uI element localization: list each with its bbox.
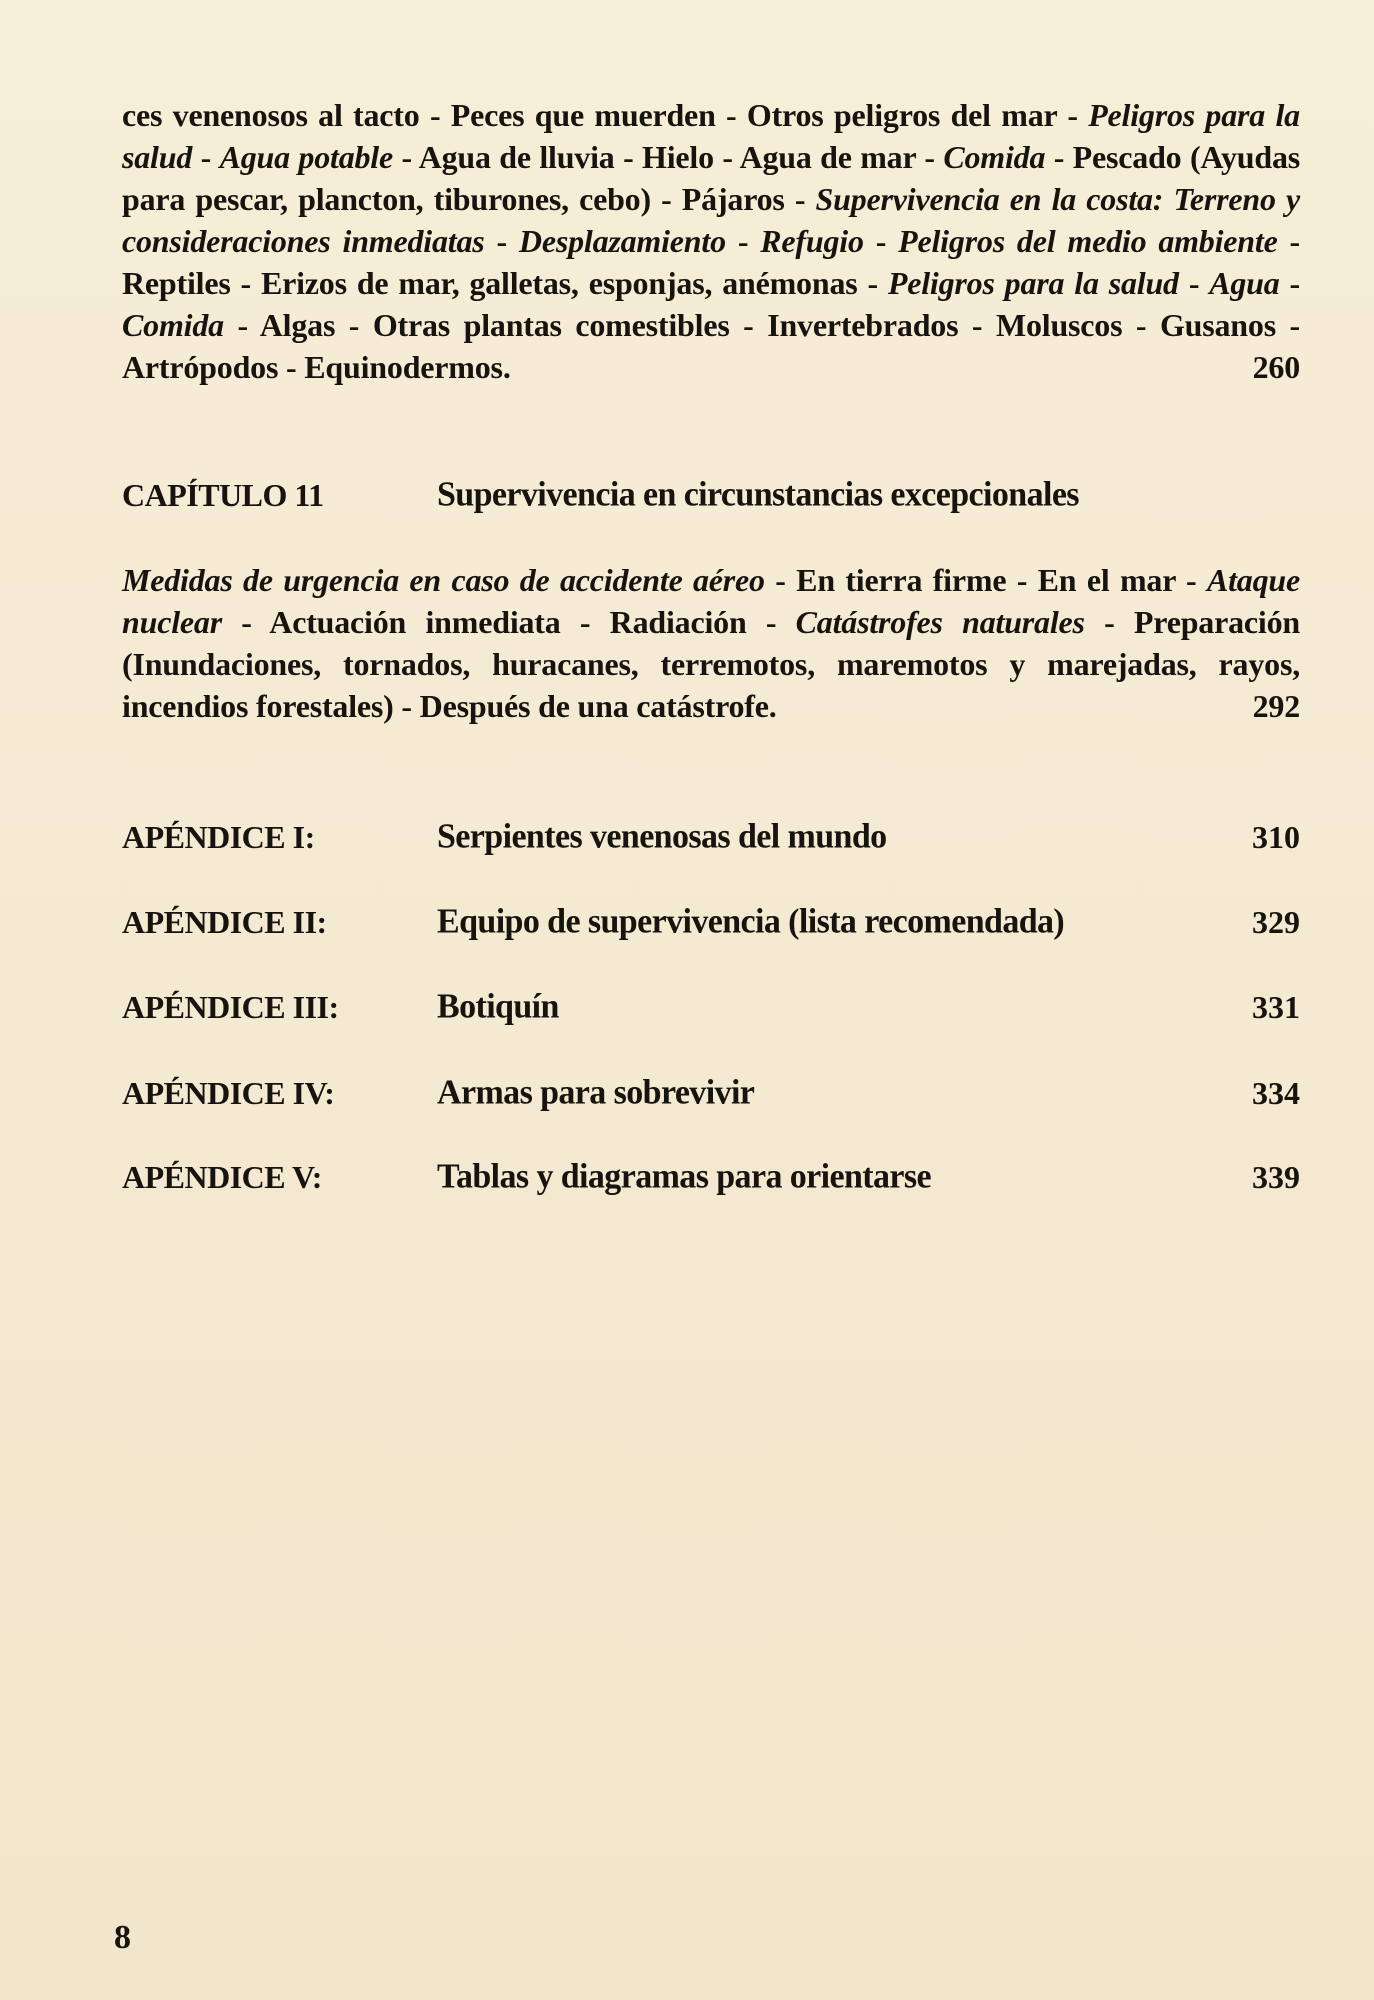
cap10-tail-page: 260 <box>1252 349 1300 385</box>
italic-run: Agua <box>1209 265 1280 301</box>
appendix-5-page: 339 <box>1252 1159 1300 1195</box>
appendix-2-page: 329 <box>1252 904 1300 940</box>
text-run: ces venenosos al tacto - Peces que muerden - Otros peligros del mar - <box>122 97 1089 133</box>
italic-run: Peligros del medio ambiente <box>898 223 1278 259</box>
chapter-11-label: CAPÍTULO 11 <box>122 477 324 513</box>
page-number: 8 <box>114 1919 131 1956</box>
appendix-4-label: APÉNDICE IV: <box>122 1075 335 1111</box>
appendix-1-label: APÉNDICE I: <box>122 819 315 855</box>
appendix-1-title: Serpientes venenosas del mundo <box>437 817 887 856</box>
appendix-1-page: 310 <box>1252 819 1300 855</box>
italic-run: Peligros para la salud <box>122 97 1300 175</box>
text-run: - Algas - Otras plantas comestibles - Invertebrados - Moluscos - Gusanos - Artrópodos - Equinodermos. <box>122 307 1300 385</box>
appendix-4-page: 334 <box>1252 1075 1300 1111</box>
appendix-5 <box>122 1155 1300 1199</box>
text-run: - Reptiles - Erizos de mar, galletas, esponjas, anémonas - <box>122 223 1301 301</box>
chapter-11-text <box>122 562 1300 724</box>
italic-run: Comida <box>943 139 1046 175</box>
italic-run: Agua potable <box>219 139 393 175</box>
appendix-5-title: Tablas y diagramas para orientarse <box>437 1157 932 1196</box>
cap10-tail-entry <box>122 94 1300 388</box>
text-run: - <box>1279 265 1300 301</box>
text-run: - Actuación inmediata - Radiación - <box>221 604 796 640</box>
appendix-3-title: Botiquín <box>437 987 559 1026</box>
appendix-3-page: 331 <box>1252 989 1300 1025</box>
italic-run: Desplazamiento <box>518 223 726 259</box>
appendix-3 <box>122 985 1300 1029</box>
italic-run: Peligros para la salud <box>887 265 1179 301</box>
italic-run: Catástrofes naturales <box>795 604 1085 640</box>
appendix-2-label: APÉNDICE II: <box>122 904 327 940</box>
text-run: - <box>192 139 220 175</box>
chapter-11-summary <box>122 559 1300 727</box>
appendix-2-title: Equipo de supervivencia (lista recomendada) <box>437 902 1065 941</box>
text-run: - Preparación (Inundaciones, tornados, huracanes, terremotos, maremotos y marejadas, rayos, incendios forestales) - Después de una catástrofe. <box>122 604 1300 724</box>
italic-run: Supervivencia en la costa: Terreno y consideraciones inmediatas <box>122 181 1300 259</box>
text-run: - <box>725 223 761 259</box>
chapter-11-heading <box>122 473 1300 517</box>
text-run: - <box>1178 265 1210 301</box>
text-run: - <box>484 223 519 259</box>
italic-run: Comida <box>122 307 224 343</box>
appendix-2 <box>122 900 1300 944</box>
appendix-1 <box>122 815 1300 859</box>
text-run: - Agua de lluvia - Hielo - Agua de mar - <box>393 139 944 175</box>
cap10-tail-text <box>122 97 1300 385</box>
text-run: - En tierra firme - En el mar - <box>764 562 1207 598</box>
chapter-11-page: 292 <box>1252 688 1300 724</box>
appendix-3-label: APÉNDICE III: <box>122 989 339 1025</box>
italic-run: Ataque nuclear <box>122 562 1300 640</box>
appendix-4 <box>122 1071 1300 1115</box>
appendix-5-label: APÉNDICE V: <box>122 1159 322 1195</box>
italic-run: Medidas de urgencia en caso de accidente aéreo <box>122 562 765 598</box>
text-run: - <box>863 223 899 259</box>
italic-run: Refugio <box>760 223 864 259</box>
text-run: - Pescado (Ayudas para pescar, plancton, tiburones, cebo) - Pájaros - <box>122 139 1300 217</box>
chapter-11-title: Supervivencia en circunstancias excepcionales <box>437 475 1079 514</box>
appendix-4-title: Armas para sobrevivir <box>437 1073 755 1112</box>
